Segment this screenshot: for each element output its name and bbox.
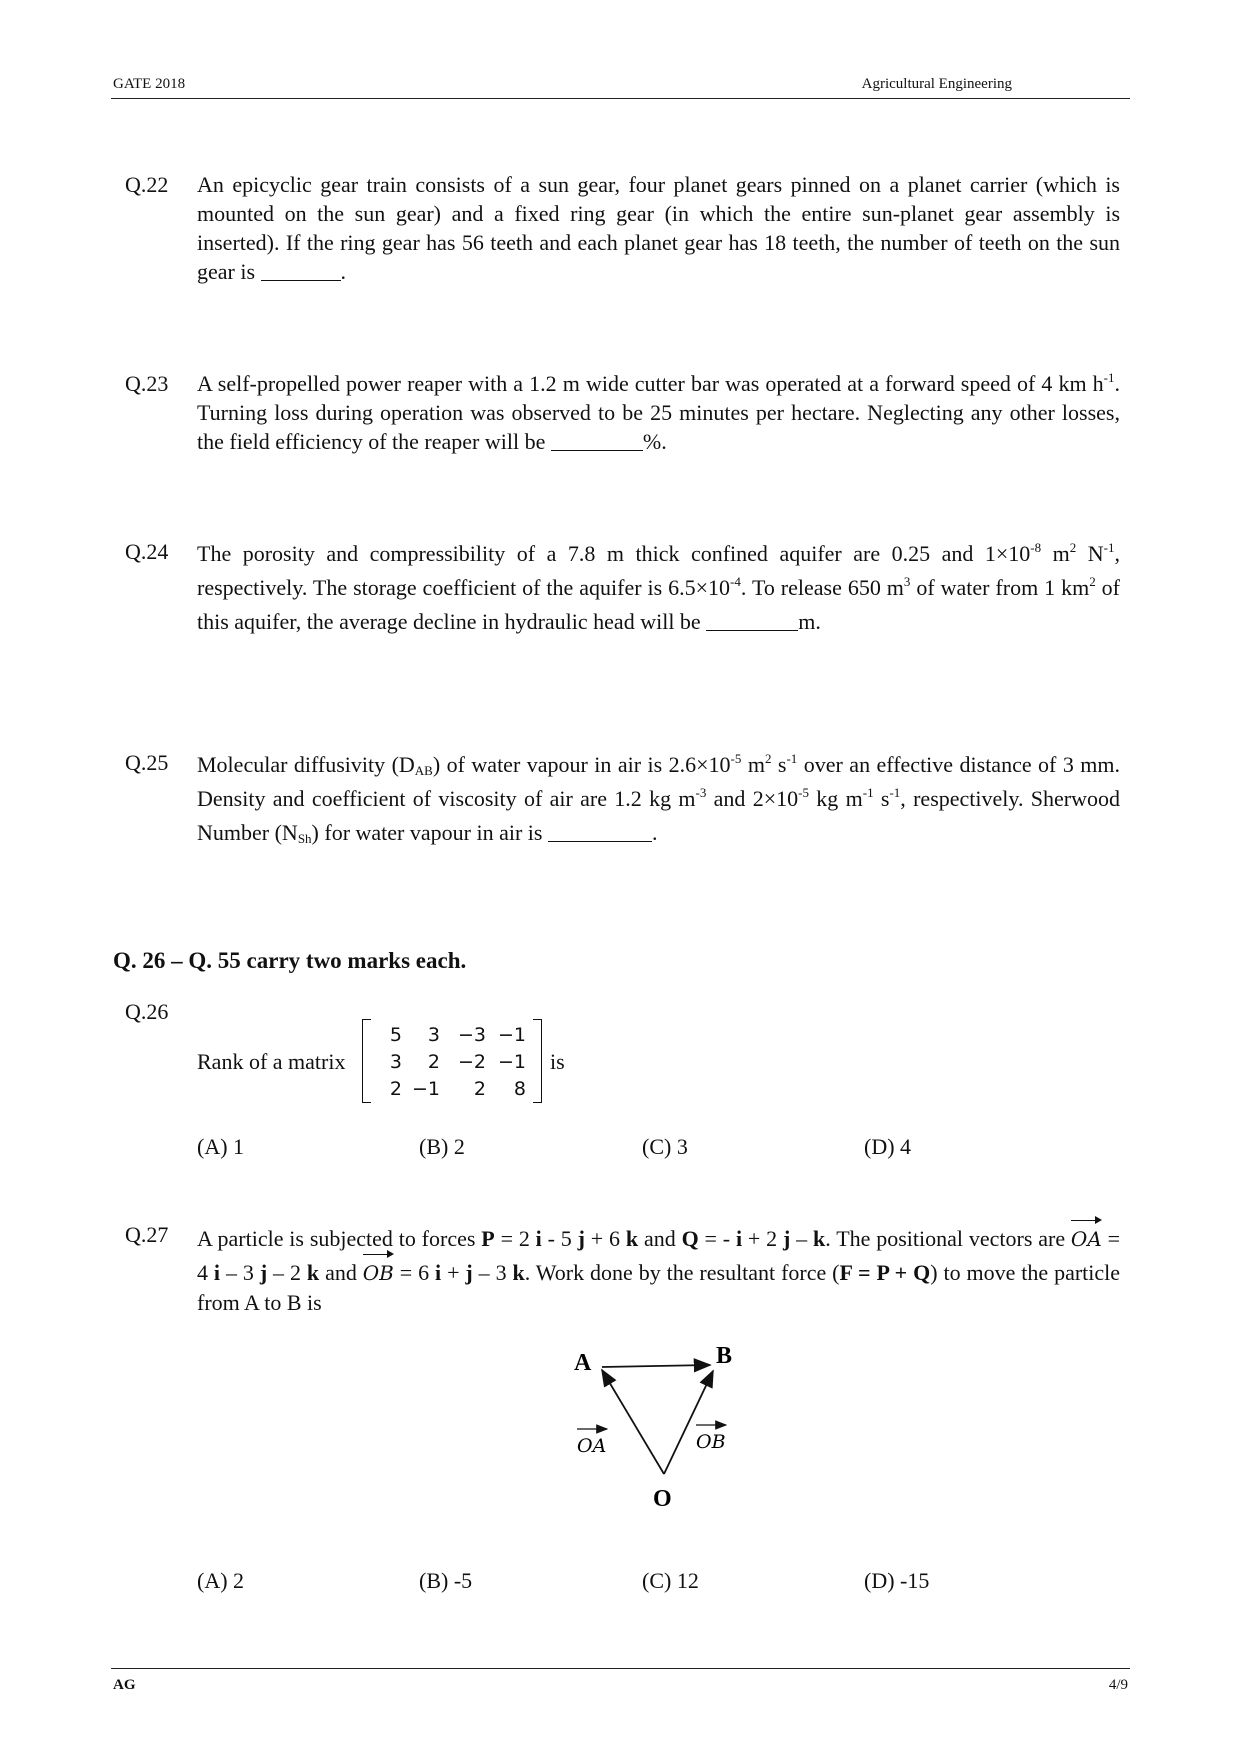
matrix-row: 3 2 −2 −1 xyxy=(389,1051,526,1073)
question-number: Q.22 xyxy=(125,172,169,197)
label-o: O xyxy=(653,1486,672,1512)
option-a[interactable]: (A) 2 xyxy=(197,1568,245,1593)
vector-ob: OB xyxy=(363,1254,394,1288)
label-oa: OA xyxy=(577,1435,607,1457)
label-a: A xyxy=(574,1350,592,1376)
option-d[interactable]: (D) 4 xyxy=(864,1134,912,1159)
answer-blank xyxy=(551,430,643,451)
arrow-ob xyxy=(664,1371,713,1474)
page-number: 4/9 xyxy=(1108,1677,1128,1693)
label-b: B xyxy=(716,1343,733,1369)
right-bracket xyxy=(533,1019,542,1103)
question-text: Molecular diffusivity $(D_{AB})$ of water vapour in air is $2.6\times 10^{-5}$ $m^2$ $s^{-1}$ over an effective distance of 3 mm. Density and coefficient of viscosity of air are 1.2 kg $m^{-3}$ and $2\times 10^{-5}$ kg $m^{-1}$ $s^{-1}$, respectively. Sherwood Number $(N_{Sh})$ for water vapour in air is . xyxy=(197,751,1121,846)
answer-blank xyxy=(261,260,341,281)
question-text: The porosity and compressibility of a 7.8 m thick confined aquifer are 0.25 and $1\times 10^{-8}$ $m^2$ $N^{-1}$, respectively. The storage coefficient of the aquifer is $6.5\times 10^{-4}$. To release 650 $m^3$ of water from 1 $km^2$ of this aquifer, the average decline in hydraulic head will be m. xyxy=(197,540,1121,634)
page-footer xyxy=(111,1668,1130,1699)
section-heading: Q. 26 – Q. 55 carry two marks each. xyxy=(113,948,467,973)
left-bracket xyxy=(362,1019,371,1103)
paper-code: AG xyxy=(113,1677,136,1693)
question-number: Q.27 xyxy=(125,1222,169,1247)
option-b[interactable]: (B) 2 xyxy=(419,1134,465,1159)
answer-blank xyxy=(706,610,798,631)
page-header xyxy=(111,70,1130,99)
option-d[interactable]: (D) -15 xyxy=(864,1568,930,1593)
question-text: A particle is subjected to forces P = 2 i - 5 j + 6 k and Q = - i + 2 j – k. The positional vectors are OA = 4 i – 3 j – 2 k and OB = 6 i + j – 3 k. Work done by the resultant force (F = P + Q) to move the particle from A to B is xyxy=(197,1220,1120,1318)
option-b[interactable]: (B) -5 xyxy=(419,1568,473,1593)
paper-subject: Agricultural Engineering xyxy=(861,76,1012,92)
question-number: Q.25 xyxy=(125,750,169,775)
option-c[interactable]: (C) 3 xyxy=(642,1134,688,1159)
question-text: A self-propelled power reaper with a 1.2 m wide cutter bar was operated at a forward speed of 4 km $h^{-1}$. Turning loss during operation was observed to be 25 minutes per hectare. Neglecting any other losses, the field efficiency of the reaper will be %. xyxy=(197,370,1120,454)
question-number: Q.26 xyxy=(125,999,169,1024)
option-c[interactable]: (C) 12 xyxy=(642,1568,699,1593)
arrow-ab xyxy=(602,1365,710,1367)
vector-triangle-figure xyxy=(560,1340,760,1525)
vector-oa: OA xyxy=(1071,1220,1102,1254)
answer-blank xyxy=(548,821,652,842)
question-number: Q.23 xyxy=(125,371,169,396)
arrow-oa xyxy=(602,1370,664,1474)
question-number: Q.24 xyxy=(125,539,169,564)
question-26: Q.26 Rank of a matrix 5 3 −3 −1 3 2 −2 −1 2 −1 2 8 is xyxy=(125,997,1120,1097)
exam-title: GATE 2018 xyxy=(113,76,186,92)
question-text: An epicyclic gear train consists of a sun gear, four planet gears pinned on a planet carrier (which is mounted on the sun gear) and a fixed ring gear (in which the entire sun-planet gear assembly is inserted). If the ring gear has 56 teeth and each planet gear has 18 teeth, the number of teeth on the sun gear is . xyxy=(197,172,1120,284)
label-ob: OB xyxy=(696,1431,726,1453)
matrix-row: 5 3 −3 −1 xyxy=(389,1024,526,1046)
option-a[interactable]: (A) 1 xyxy=(197,1134,245,1159)
matrix-row: 2 −1 2 8 xyxy=(389,1078,526,1100)
